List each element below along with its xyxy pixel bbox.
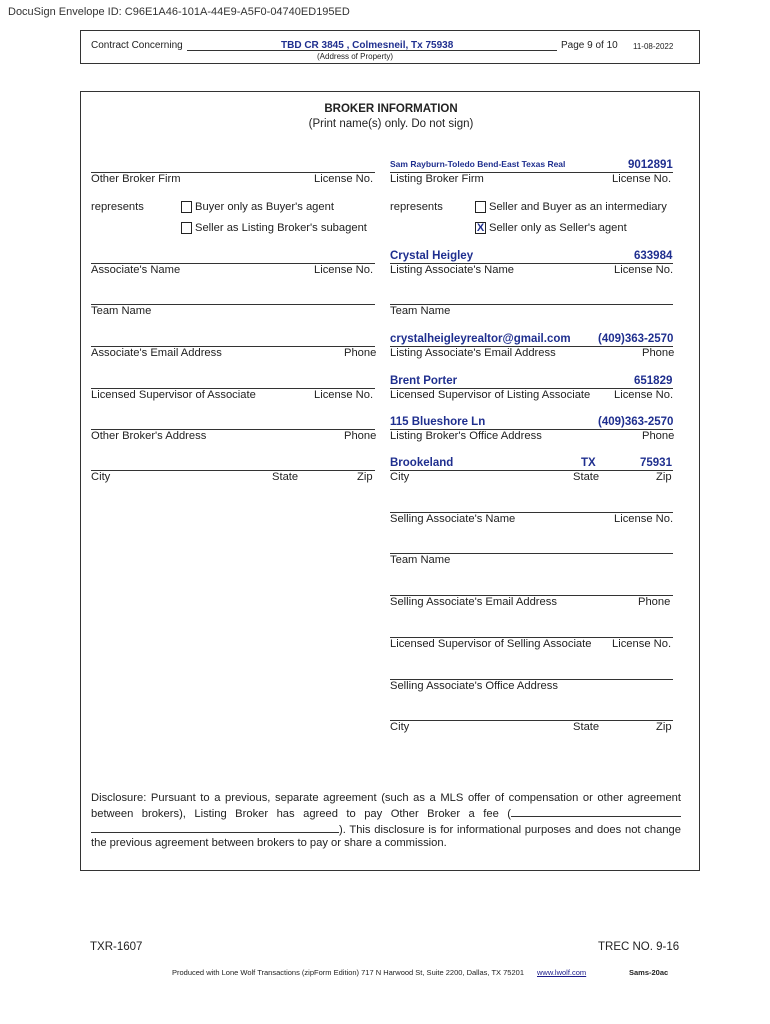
right-represents-label: represents xyxy=(390,201,443,213)
listing-zip-value: 75931 xyxy=(640,457,672,469)
listing-broker-license-label: License No. xyxy=(612,173,672,185)
disclosure-text-part1: Disclosure: Pursuant to a previous, separate agreement (such as a MLS offer of compensation or other agreement between brokers), Listing Broker has agreed to pay Other Broker a fee ( xyxy=(91,792,681,820)
selling-associate-phone-label: Phone xyxy=(638,596,671,608)
listing-associate-email-label: Listing Associate's Email Address xyxy=(390,347,556,359)
seller-subagent-checkbox[interactable] xyxy=(181,222,192,234)
seller-agent-checkbox[interactable]: X xyxy=(476,222,485,234)
other-broker-phone-label: Phone xyxy=(344,430,377,442)
lwolf-link[interactable]: www.lwolf.com xyxy=(537,968,587,977)
form-title: BROKER INFORMATION xyxy=(324,103,458,115)
trec-number: TREC NO. 9-16 xyxy=(598,941,680,953)
disclosure-text-part2: ). This disclosure is for informational purposes and does not change the previous agreement between brokers to pay or share a commission. xyxy=(91,823,681,850)
selling-associate-email-label: Selling Associate's Email Address xyxy=(390,596,557,608)
other-broker-firm-label: Other Broker Firm xyxy=(91,173,181,185)
fee-blank-field[interactable] xyxy=(511,806,681,817)
envelope-id: DocuSign Envelope ID: C96E1A46-101A-44E9-A5F0-04740ED195ED xyxy=(8,6,350,18)
listing-associate-phone-label: Phone xyxy=(642,347,675,359)
left-zip-label: Zip xyxy=(357,471,373,483)
intermediary-checkbox[interactable] xyxy=(475,201,486,213)
selling-state-label: State xyxy=(573,721,600,733)
listing-associate-name-label: Listing Associate's Name xyxy=(390,264,515,276)
transaction-code: Sams-20ac xyxy=(629,968,669,977)
contract-header xyxy=(80,30,700,64)
right-city-label: City xyxy=(390,471,410,483)
listing-city-value: Brookeland xyxy=(390,457,454,469)
listing-office-phone-label: Phone xyxy=(642,430,675,442)
other-broker-license-label: License No. xyxy=(314,173,374,185)
associate-license-label: License No. xyxy=(314,264,374,276)
listing-office-address-value: 115 Blueshore Ln xyxy=(390,416,486,428)
associate-name-label: Associate's Name xyxy=(91,264,181,276)
associate-email-label: Associate's Email Address xyxy=(91,347,222,359)
selling-office-address-label: Selling Associate's Office Address xyxy=(390,680,558,692)
form-subtitle: (Print name(s) only. Do not sign) xyxy=(308,118,474,130)
listing-broker-firm-value: Sam Rayburn-Toledo Bend-East Texas Real xyxy=(390,159,566,169)
left-state-label: State xyxy=(272,471,299,483)
selling-supervisor-label: Licensed Supervisor of Selling Associate xyxy=(390,638,592,650)
listing-supervisor-label: Licensed Supervisor of Listing Associate xyxy=(390,389,591,401)
fee-blank-field-2[interactable] xyxy=(91,822,339,833)
other-broker-address-label: Other Broker's Address xyxy=(91,430,207,442)
listing-supervisor-value: Brent Porter xyxy=(390,375,458,387)
listing-associate-phone-value: (409)363-2570 xyxy=(598,333,674,345)
supervisor-license-label: License No. xyxy=(314,389,374,401)
contract-concerning-label: Contract Concerning xyxy=(91,40,183,51)
licensed-supervisor-label: Licensed Supervisor of Associate xyxy=(91,389,256,401)
broker-information-form xyxy=(80,91,700,871)
listing-broker-firm-label: Listing Broker Firm xyxy=(390,173,484,185)
listing-team-name-label: Team Name xyxy=(390,305,451,317)
left-city-label: City xyxy=(91,471,111,483)
listing-office-phone-value: (409)363-2570 xyxy=(598,416,674,428)
buyer-agent-label: Buyer only as Buyer's agent xyxy=(195,201,334,213)
seller-agent-label: Seller only as Seller's agent xyxy=(489,222,627,234)
listing-supervisor-license-label: License No. xyxy=(614,389,674,401)
selling-city-label: City xyxy=(390,721,410,733)
right-state-label: State xyxy=(573,471,600,483)
listing-state-value: TX xyxy=(581,457,596,469)
listing-broker-license-value: 9012891 xyxy=(628,159,673,171)
selling-zip-label: Zip xyxy=(656,721,672,733)
selling-supervisor-license-label: License No. xyxy=(612,638,672,650)
produced-with-text: Produced with Lone Wolf Transactions (zipForm Edition) 717 N Harwood St, Suite 2200, Dallas, TX 75201 xyxy=(172,968,524,977)
selling-associate-name-label: Selling Associate's Name xyxy=(390,513,516,525)
seller-subagent-label: Seller as Listing Broker's subagent xyxy=(195,222,367,234)
selling-team-name-label: Team Name xyxy=(390,554,451,566)
intermediary-label: Seller and Buyer as an intermediary xyxy=(489,201,667,213)
listing-office-address-label: Listing Broker's Office Address xyxy=(390,430,542,442)
selling-associate-license-label: License No. xyxy=(614,513,674,525)
left-represents-label: represents xyxy=(91,201,144,213)
listing-associate-license-value: 633984 xyxy=(634,250,673,262)
team-name-label: Team Name xyxy=(91,305,152,317)
listing-associate-license-label: License No. xyxy=(614,264,674,276)
property-address-caption: (Address of Property) xyxy=(317,52,394,61)
right-zip-label: Zip xyxy=(656,471,672,483)
listing-supervisor-license-value: 651829 xyxy=(634,375,673,387)
property-address: TBD CR 3845 , Colmesneil, Tx 75938 xyxy=(281,40,454,51)
listing-associate-email-value: crystalheigleyrealtor@gmail.com xyxy=(390,333,571,345)
form-code-left: TXR-1607 xyxy=(90,941,143,953)
buyer-agent-checkbox[interactable] xyxy=(181,201,192,213)
listing-associate-name-value: Crystal Heigley xyxy=(390,250,474,262)
associate-phone-label: Phone xyxy=(344,347,377,359)
header-date: 11-08-2022 xyxy=(633,42,674,51)
disclosure-paragraph xyxy=(91,792,681,851)
page-number: Page 9 of 10 xyxy=(561,40,618,51)
